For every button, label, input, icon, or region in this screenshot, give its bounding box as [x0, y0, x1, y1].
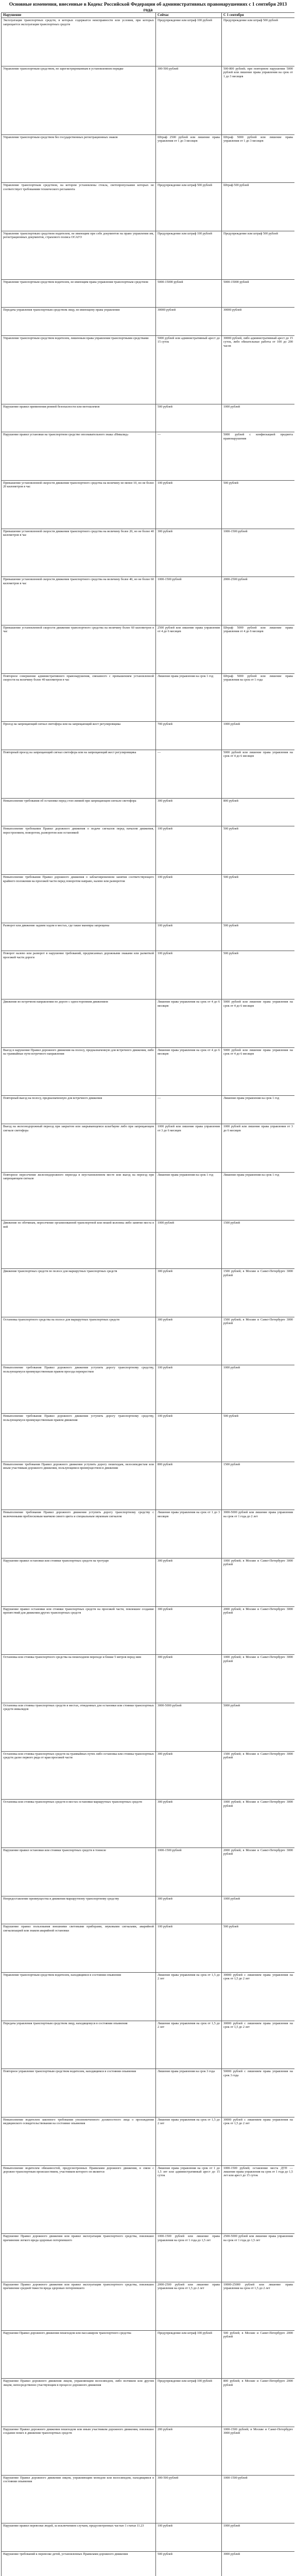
cell-from-september: Предупреждение или штраф 500 рублей [222, 18, 295, 66]
table-wrapper [1, 12, 294, 2576]
cell-from-september: 5000-15000 рублей [222, 279, 295, 308]
cell-from-september: 5000 рублей [222, 1703, 295, 1752]
cell-from-september: Лишение права управления на срок 1 год [222, 1096, 295, 1124]
cell-from-september: 5000 рублей с конфискацией предмета правонарушения [222, 432, 295, 481]
cell-now: 300-500 рублей [156, 66, 222, 135]
cell-from-september: 800 рублей [222, 798, 295, 826]
cell-violation: Поворот налево или разворот в нарушение требований, предписанных дорожными знаками или разметкой проезжей части дороги [2, 951, 156, 999]
table-row [2, 951, 295, 999]
cell-violation: Превышение установленной скорости движения транспортного средства на величину не менее 10, но не более 20 километров в час [2, 481, 156, 529]
cell-now: 300 рублей [156, 1751, 222, 1800]
table-row [2, 722, 295, 750]
cell-now: Лишение права управления на срок от 1,5 до 2 лет [156, 2117, 222, 2166]
cell-violation: Передача управления транспортным средством лицу, находящемуся в состоянии опьянения [2, 2021, 156, 2069]
cell-from-september: 1000-1500 рублей; в Москве и Санкт-Петербурге 3000 рублей [222, 2427, 295, 2475]
cell-violation: Нарушение Правил дорожного движения пешеходом или пассажиром транспортного средства [2, 2330, 156, 2379]
cell-from-september: 30000 рублей с лишением права управления на срок от 1,5 до 2 лет [222, 2117, 295, 2166]
cell-from-september: Штраф 5000 рублей или лишение права управления от 1 до 3 месяцев [222, 134, 295, 183]
cell-violation: Невыполнение требования Правил дорожного движения уступить дорогу пешеходам, велосипедистам или иным участникам дорожного движения, пользующимся преимуществом в движении [2, 1462, 156, 1510]
cell-violation: Превышение установленной скорости движения транспортного средства на величину более 20, но не более 40 километров в час [2, 529, 156, 577]
cell-from-september: 1500 рублей; в Москве и Санкт-Петербурге 3000 рублей [222, 1317, 295, 1365]
cell-from-september: 500 рублей; в Москве и Санкт-Петербурге 2000 рублей [222, 2330, 295, 2379]
cell-from-september: Лишение права управления на срок 1 год [222, 1172, 295, 1221]
table-row [2, 134, 295, 183]
table-row [2, 279, 295, 308]
cell-now: Лишение права управления на срок от 4 до 6 месяцев [156, 1047, 222, 1096]
cell-violation: Повторный выезд на полосу, предназначенную для встречного движения [2, 1096, 156, 1124]
cell-violation: Управление транспортным средством водителем, не имеющим права управления транспортным средством [2, 279, 156, 308]
cell-from-september: 1000-1500 рублей [222, 2475, 295, 2523]
cell-violation: Невыполнение водителем обязанностей, предусмотренных Правилами дорожного движения, в связи с дорожно-транспортным происшествием, участником которого он является [2, 2165, 156, 2234]
cell-from-september: 1000 рублей [222, 1896, 295, 1924]
cell-from-september: 500 рублей [222, 826, 295, 875]
cell-now: 300 рублей [156, 1800, 222, 1848]
cell-violation: Разворот или движение задним ходом в местах, где такие маневры запрещены [2, 923, 156, 951]
cell-now: Лишение права управления на срок 3 года [156, 2069, 222, 2117]
table-body [2, 18, 295, 2576]
cell-from-september: 2000-2500 рублей [222, 577, 295, 625]
cell-now: — [156, 432, 222, 481]
cell-now: 300 рублей [156, 798, 222, 826]
cell-now: Лишение права управления на срок 1 год [156, 673, 222, 722]
cell-now: 100 рублей [156, 826, 222, 875]
cell-violation: Невыполнение требования Правил дорожного движения о заблаговременном занятии соответствующего крайнего положения на проезжей части перед поворотом направо, налево или разворотом [2, 875, 156, 923]
table-row [2, 1655, 295, 1703]
table-row [2, 1365, 295, 1414]
cell-from-september: 1000 рублей; в Москве и Санкт-Петербурге 3000 рублей [222, 1558, 295, 1607]
cell-violation: Нарушение Правил дорожного движения лицом, управляющим мопедом или велосипедом, находящимся в состоянии опьянения [2, 2475, 156, 2523]
table-row [2, 2475, 295, 2523]
cell-from-september: Штраф 5000 рублей или лишение права управления от 4 до 6 месяцев [222, 625, 295, 674]
cell-from-september: 50000 рублей с лишением права управления на срок 3 года [222, 2069, 295, 2117]
cell-violation: Движение во встречном направлении по дороге с односторонним движением [2, 999, 156, 1048]
cell-violation: Повторное управление транспортным средством водителем, находящимся в состоянии опьянения [2, 2069, 156, 2117]
table-row [2, 1317, 295, 1365]
table-row [2, 2330, 295, 2379]
table-row [2, 432, 295, 481]
cell-from-september: Штраф 500 рублей [222, 183, 295, 231]
table-row [2, 1896, 295, 1924]
cell-from-september: 5000 рублей или лишение права управления на срок от 4 до 6 месяцев [222, 999, 295, 1048]
table-row [2, 625, 295, 674]
cell-violation: Остановка или стоянка транспортных средств в местах, отведенных для остановки или стоянки транспортных средств инвалидов [2, 1703, 156, 1752]
cell-violation: Нарушение Правил дорожного движения лицом, управляющим велосипедом, либо возчиком или другим лицом, непосредственно участвующим в процессе дорожного движения [2, 2379, 156, 2427]
table-row [2, 1800, 295, 1848]
cell-now: Лишение права управления на срок от 1 до 3 месяцев [156, 1510, 222, 1558]
cell-from-september: 1000-1500 рублей; оставление места ДТП — лишение права управления на срок от 1 года до 1,5 лет или арест до 15 суток [222, 2165, 295, 2234]
cell-violation: Нарушение правил пользования внешними световыми приборами, звуковыми сигналами, аварийной сигнализацией или знаком аварийной остановки [2, 1924, 156, 1973]
cell-now: 2000-2500 рублей или лишение права управления на срок от 1,5 до 2 лет [156, 2282, 222, 2330]
cell-violation: Движение по обочинам, пересечение организованной транспортной или пешей колонны либо занятие места в ней [2, 1221, 156, 1269]
cell-now: 300 рублей [156, 1269, 222, 1317]
cell-from-september: 1000 рублей; в Москве и Санкт-Петербурге 3000 рублей [222, 1800, 295, 1848]
table-row [2, 1047, 295, 1096]
cell-violation: Управление транспортным средством, не зарегистрированным в установленном порядке [2, 66, 156, 135]
cell-now: Предупреждение или штраф 100 рублей [156, 18, 222, 66]
cell-now: 1000 рублей или лишение права управления от 3 до 6 месяцев [156, 1124, 222, 1173]
table-row [2, 2379, 295, 2427]
cell-violation: Выезд на железнодорожный переезд при закрытом или закрывающемся шлагбауме либо при запрещающем сигнале светофора [2, 1124, 156, 1173]
cell-from-september: 10000-25000 рублей или лишение права управления на срок от 1,5 до 2 лет [222, 2282, 295, 2330]
cell-violation: Нарушение правил установки на транспортном средстве опознавательного знака «Инвалид» [2, 432, 156, 481]
table-row [2, 1124, 295, 1173]
cell-violation: Невыполнение требования Правил дорожного движения уступить дорогу транспортному средству с включенными проблесковым маячком синего цвета и специальным звуковым сигналом [2, 1510, 156, 1558]
cell-violation: Остановка или стоянка транспортных средств на трамвайных путях либо остановка или стоянка транспортных средств далее первого ряда от края проезжей части [2, 1751, 156, 1800]
cell-violation: Повторное совершение административного правонарушения, связанного с превышением установленной скорости на величину более 40 километров в час [2, 673, 156, 722]
cell-from-september: 1500 рублей [222, 1462, 295, 1510]
cell-from-september: 1000 рублей; в Москве и Санкт-Петербурге 3000 рублей [222, 1655, 295, 1703]
cell-now: 300 рублей [156, 1896, 222, 1924]
cell-from-september: 1000 рублей или лишение права управления от 3 до 6 месяцев [222, 1124, 295, 1173]
cell-from-september: 2000 рублей; в Москве и Санкт-Петербурге 3000 рублей [222, 1606, 295, 1655]
cell-now: 3000-5000 рублей [156, 1703, 222, 1752]
table-row [2, 404, 295, 432]
cell-violation: Нарушение Правил дорожного движения или правил эксплуатации транспортного средства, повлекшее причинение средней тяжести вреда здоровью потерпевшего [2, 2282, 156, 2330]
cell-now: 100 рублей [156, 951, 222, 999]
cell-violation: Нарушение правил остановки или стоянки транспортных средств на проезжей части, повлекшее создание препятствий для движения других транспортных средств [2, 1606, 156, 1655]
table-row [2, 2165, 295, 2234]
cell-now: 300-500 рублей [156, 2475, 222, 2523]
cell-from-september: 30000 рублей с лишением права управления на срок от 1,5 до 2 лет [222, 2021, 295, 2069]
table-row [2, 18, 295, 66]
cell-violation: Непредоставление преимущества в движении маршрутному транспортному средству [2, 1896, 156, 1924]
cell-from-september: 1000 рублей [222, 1365, 295, 1414]
table-header-row [2, 13, 295, 18]
cell-violation: Управление транспортным средством, на котором установлены стекла, светопропускание которых не соответствует требованиям технического регламента [2, 183, 156, 231]
cell-now: Лишение права управления на срок от 1,5 до 2 лет [156, 1973, 222, 2021]
cell-from-september: 800 рублей; в Москве и Санкт-Петербурге 2000 рублей [222, 2379, 295, 2427]
cell-now: Предупреждение или штраф 100 рублей [156, 231, 222, 279]
cell-from-september: 1500 рублей [222, 1221, 295, 1269]
cell-violation: Остановка или стоянка транспортных средств в местах остановки маршрутных транспортных средств [2, 1800, 156, 1848]
header-violation: Нарушение [2, 13, 156, 18]
table-row [2, 2021, 295, 2069]
table-row [2, 481, 295, 529]
table-row [2, 1924, 295, 1973]
table-row [2, 2427, 295, 2475]
cell-now: — [156, 750, 222, 799]
cell-violation: Невыполнение требования Правил дорожного движения о подаче сигналов перед началом движения, перестроением, поворотом, разворотом или остановкой [2, 826, 156, 875]
cell-from-september: 500 рублей [222, 875, 295, 923]
cell-violation: Эксплуатация транспортных средств, в которых содержатся неисправности или условия, при которых запрещается эксплуатация транспортных средств [2, 18, 156, 66]
table-row [2, 529, 295, 577]
table-row [2, 2523, 295, 2552]
cell-now: 100 рублей [156, 923, 222, 951]
cell-now: Лишение права управления на срок от 1 до 1,5 лет или административный арест до 15 суток [156, 2165, 222, 2234]
cell-now: Лишение права управления на срок от 4 до 6 месяцев [156, 999, 222, 1048]
cell-from-september: 1000 рублей [222, 404, 295, 432]
cell-from-september: 500 рублей [222, 481, 295, 529]
cell-now: Лишение права управления на срок 1 год [156, 1172, 222, 1221]
cell-from-september: 5000 рублей или лишение права управления на срок от 4 до 6 месяцев [222, 1047, 295, 1096]
cell-now: Предупреждение или штраф 500 рублей [156, 183, 222, 231]
table-row [2, 231, 295, 279]
cell-violation: Невыполнение требования об остановке перед стоп-линией при запрещающем сигнале светофора [2, 798, 156, 826]
violations-table [1, 12, 294, 2576]
table-row [2, 308, 295, 336]
cell-now: 300 рублей [156, 529, 222, 577]
table-row [2, 1221, 295, 1269]
table-row [2, 1510, 295, 1558]
cell-now: 800 рублей [156, 1462, 222, 1510]
table-row [2, 999, 295, 1048]
cell-now: 100 рублей [156, 2523, 222, 2552]
cell-now: Предупреждение или штраф 100 рублей [156, 2379, 222, 2427]
cell-from-september: 2000 рублей; в Москве и Санкт-Петербурге 3000 рублей [222, 1848, 295, 1896]
cell-from-september: 1000 рублей [222, 2523, 295, 2552]
cell-from-september: 30000 рублей [222, 308, 295, 336]
cell-violation: Нарушение Правил дорожного движения пешеходом или иным участником дорожного движения, повлекшее создание помех в движении транспортных средств [2, 2427, 156, 2475]
cell-now: 300 рублей [156, 1317, 222, 1365]
cell-now: 700 рублей [156, 722, 222, 750]
table-row [2, 875, 295, 923]
table-row [2, 826, 295, 875]
table-row [2, 1848, 295, 1896]
cell-now: — [156, 1096, 222, 1124]
table-row [2, 798, 295, 826]
cell-now: 300 рублей [156, 1655, 222, 1703]
cell-now: 5000 рублей или административный арест до 15 суток [156, 336, 222, 404]
table-row [2, 1606, 295, 1655]
cell-from-september: 1000 рублей [222, 722, 295, 750]
cell-now: 500 рублей [156, 2551, 222, 2576]
cell-violation: Остановка транспортного средства на полосе для маршрутных транспортных средств [2, 1317, 156, 1365]
cell-now: 300 рублей [156, 1558, 222, 1607]
cell-now: 100 рублей [156, 875, 222, 923]
header-now: Сейчас [156, 13, 222, 18]
cell-violation: Нарушение правил перевозки людей, за исключением случаев, предусмотренных частью 1 статьи 11.23 [2, 2523, 156, 2552]
cell-now: Предупреждение или штраф 100 рублей [156, 2330, 222, 2379]
cell-now: 500 рублей [156, 404, 222, 432]
cell-violation: Повторный проезд на запрещающий сигнал светофора или на запрещающий жест регулировщика [2, 750, 156, 799]
cell-from-september: 500 рублей [222, 1924, 295, 1973]
table-row [2, 2551, 295, 2576]
cell-now: 30000 рублей [156, 308, 222, 336]
cell-violation: Нарушение требований к перевозке детей, установленных Правилами дорожного движения [2, 2551, 156, 2576]
table-row [2, 750, 295, 799]
cell-from-september: 500 рублей [222, 951, 295, 999]
table-row [2, 577, 295, 625]
cell-from-september: 30000 рублей с лишением права управления на срок от 1,5 до 2 лет [222, 1973, 295, 2021]
cell-from-september: 3000-5000 рублей или лишение права управления на срок от 1 года до 2 лет [222, 1510, 295, 1558]
cell-violation: Нарушение правил остановки или стоянки транспортных средств в тоннеле [2, 1848, 156, 1896]
table-row [2, 1751, 295, 1800]
cell-now: Лишение права управления на срок от 1,5 до 2 лет [156, 2021, 222, 2069]
document-title: Основные изменения, внесенные в Кодекс Российской Федерации об административных правонарушениях с 1 сентября 2013 года [9, 2, 287, 13]
cell-now: 1000-1500 рублей или лишение права управления на срок от 1 года до 1,5 лет [156, 2234, 222, 2282]
cell-now: 2500 рублей или лишение права управления от 4 до 6 месяцев [156, 625, 222, 674]
cell-now: 300 рублей [156, 1606, 222, 1655]
cell-violation: Движение транспортных средств по полосе для маршрутных транспортных средств [2, 1269, 156, 1317]
cell-from-september: 500 рублей [222, 1414, 295, 1462]
table-row [2, 1096, 295, 1124]
table-row [2, 336, 295, 404]
cell-now: 200 рублей [156, 2427, 222, 2475]
cell-now: 1000-1500 рублей [156, 1848, 222, 1896]
cell-violation: Управление транспортным средством без государственных регистрационных знаков [2, 134, 156, 183]
table-row [2, 1558, 295, 1607]
cell-from-september: Предупреждение или штраф 500 рублей [222, 231, 295, 279]
cell-violation: Невыполнение требования Правил дорожного движения уступить дорогу транспортному средству, пользующемуся преимущественным правом проезда перекрестков [2, 1365, 156, 1414]
cell-now: 100 рублей [156, 1414, 222, 1462]
cell-from-september: 2500-5000 рублей или лишение права управления на срок от 1 года до 1,5 лет [222, 2234, 295, 2282]
cell-from-september: 1500 рублей; в Москве и Санкт-Петербурге 3000 рублей [222, 1751, 295, 1800]
table-row [2, 2069, 295, 2117]
table-row [2, 1414, 295, 1462]
table-row [2, 2282, 295, 2330]
cell-violation: Остановка или стоянка транспортного средства на пешеходном переходе и ближе 5 метров перед ним [2, 1655, 156, 1703]
table-row [2, 1462, 295, 1510]
cell-violation: Управление транспортным средством водителем, не имеющим при себе документов на право управления им, регистрационных документов, страхового полиса ОСАГО [2, 231, 156, 279]
table-row [2, 673, 295, 722]
table-row [2, 2234, 295, 2282]
cell-violation: Превышение установленной скорости движения транспортного средства на величину более 40, но не более 60 километров в час [2, 577, 156, 625]
cell-violation: Невыполнение водителем законного требования уполномоченного должностного лица о прохождении медицинского освидетельствования на состояние опьянения [2, 2117, 156, 2166]
cell-now: 100 рублей [156, 1365, 222, 1414]
cell-now: 1000-1500 рублей [156, 577, 222, 625]
cell-now: 100 рублей [156, 1924, 222, 1973]
cell-violation: Проезд на запрещающий сигнал светофора или на запрещающий жест регулировщика [2, 722, 156, 750]
cell-now: 100 рублей [156, 481, 222, 529]
cell-from-september: 1500 рублей; в Москве и Санкт-Петербурге 3000 рублей [222, 1269, 295, 1317]
cell-violation: Нарушение правил применения ремней безопасности или мотошлемов [2, 404, 156, 432]
cell-from-september: 5000 рублей или лишение права управления на срок от 4 до 6 месяцев [222, 750, 295, 799]
cell-now: 1000 рублей [156, 1221, 222, 1269]
cell-now: 5000-15000 рублей [156, 279, 222, 308]
cell-from-september: 30000 рублей, либо административный арест до 15 суток, либо обязательные работы от 100 до 200 часов [222, 336, 295, 404]
cell-violation: Управление транспортным средством водителем, находящимся в состоянии опьянения [2, 1973, 156, 2021]
cell-from-september: 3000 рублей [222, 2551, 295, 2576]
cell-violation: Превышение установленной скорости движения транспортного средства на величину более 60 километров в час [2, 625, 156, 674]
cell-from-september: Штраф 5000 рублей или лишение права управления на срок от 1 года [222, 673, 295, 722]
table-row [2, 923, 295, 951]
cell-violation: Нарушение правил остановки или стоянки транспортных средств на тротуаре [2, 1558, 156, 1607]
cell-violation: Нарушение Правил дорожного движения или правил эксплуатации транспортного средства, повлекшее причинение легкого вреда здоровью потерпевшего [2, 2234, 156, 2282]
cell-violation: Повторное пересечение железнодорожного переезда в неустановленном месте или выезд на переезд при запрещающем сигнале [2, 1172, 156, 1221]
cell-violation: Выезд в нарушение Правил дорожного движения на полосу, предназначенную для встречного движения, либо на трамвайные пути встречного направления [2, 1047, 156, 1096]
cell-now: Штраф 2500 рублей или лишение права управления от 1 до 3 месяцев [156, 134, 222, 183]
cell-from-september: 500-800 рублей; при повторном нарушении 5000 рублей или лишение права управления на срок от 1 до 3 месяцев [222, 66, 295, 135]
header-from-september: С 1 сентября [222, 13, 295, 18]
cell-violation: Передача управления транспортным средством лицу, не имеющему права управления [2, 308, 156, 336]
cell-from-september: 1000-1500 рублей [222, 529, 295, 577]
cell-from-september: 500 рублей [222, 923, 295, 951]
table-row [2, 1269, 295, 1317]
cell-violation: Невыполнение требования Правил дорожного движения уступить дорогу транспортному средству, пользующемуся преимущественным правом движения [2, 1414, 156, 1462]
table-row [2, 1703, 295, 1752]
table-row [2, 2117, 295, 2166]
table-row [2, 1973, 295, 2021]
cell-violation: Управление транспортным средством водителем, лишенным права управления транспортными средствами [2, 336, 156, 404]
table-row [2, 66, 295, 135]
table-row [2, 183, 295, 231]
table-row [2, 1172, 295, 1221]
